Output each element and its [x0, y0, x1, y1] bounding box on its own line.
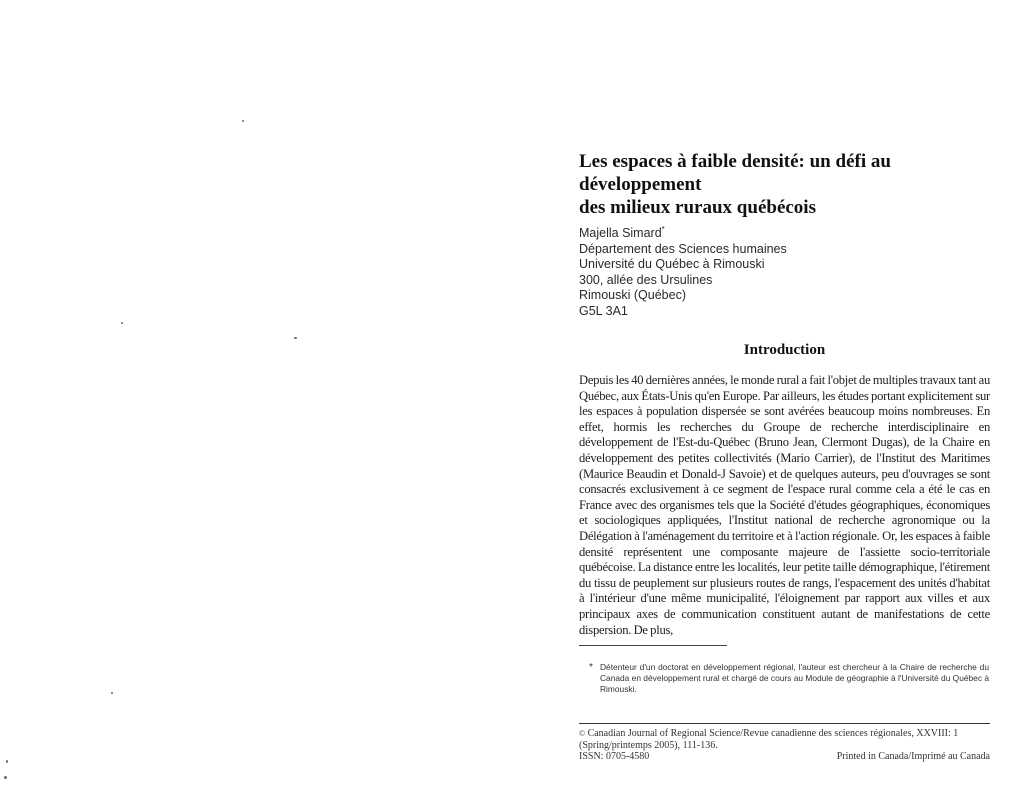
footnote-separator	[579, 645, 727, 646]
author-name: Majella Simard	[579, 226, 662, 241]
article-title-line: Les espaces à faible densité: un défi au développement	[579, 151, 891, 195]
journal-citation-line	[579, 728, 990, 751]
journal-separator	[579, 723, 990, 724]
author-address-line: G5L 3A1	[579, 303, 628, 318]
scan-speck	[4, 776, 7, 779]
scan-speck	[6, 760, 8, 763]
journal-printed: Printed in Canada/Imprimé au Canada	[836, 751, 990, 762]
author-address-line: Université du Québec à Rimouski	[579, 257, 765, 272]
author-address-line: Rimouski (Québec)	[579, 288, 686, 303]
scan-speck	[111, 692, 113, 694]
author-address-line: Département des Sciences humaines	[579, 241, 787, 256]
footnote-marker: *	[589, 662, 593, 673]
journal-citation-block	[579, 728, 990, 763]
section-heading: Introduction	[743, 342, 826, 358]
author-block	[579, 222, 879, 319]
journal-footer-row	[579, 751, 990, 763]
author-address-line: 300, allée des Ursulines	[579, 272, 713, 287]
scan-speck	[294, 337, 297, 339]
author-name-line	[579, 222, 879, 242]
scan-speck	[242, 120, 244, 122]
author-footnote-marker: *	[661, 225, 665, 234]
body-paragraph: Depuis les 40 dernières années, le monde rural a fait l'objet de multiples travaux tant au Québec, aux États-Unis qu'en Europe. Par ailleurs, les études portant explicitement sur les espaces à population dispersée se sont avérées beaucoup moins nombreuses. En effet, hormis les recherches du Groupe de recherche interdisciplinaire en développement de l'Est-du-Québec (Bruno Jean, Clermont Dugas), de la Chaire en développement des petites collectivités (Mario Carrier), de l'Institut des Maritimes (Maurice Beaudin et Donald-J Savoie) et de quelques auteurs, peu d'ouvrages se sont consacrés exclusivement à ce segment de l'espace rural comme cela a été le cas en France avec des organismes tels que la Société d'études géographiques, économiques et sociologiques appliquées, l'Institut national de recherche agronomique ou la Délégation à l'aménagement du territoire et à l'action régionale. Or, les espaces à faible densité représentent une composante majeure de l'assiette socio-territoriale québécoise. La distance entre les localités, leur petite taille démographique, l'étirement du tissu de peuplement sur plusieurs routes de rangs, l'espacement des unités d'habitat à l'intérieur d'une même municipalité, l'éloignement par rapport aux villes et aux principaux axes de communication constituent autant de manifestations de cette dispersion. De plus,	[579, 373, 990, 637]
journal-issn: ISSN: 0705-4580	[579, 751, 650, 762]
article-title-line: des milieux ruraux québécois	[579, 197, 816, 218]
scan-speck	[121, 322, 123, 324]
article-title	[579, 150, 999, 219]
copyright-symbol: ©	[579, 729, 586, 738]
journal-citation: Canadian Journal of Regional Science/Revue canadienne des sciences régionales, XXVIII: 1 (Spring/printemps 2005), 111-136.	[579, 728, 959, 751]
footnote-text: Détenteur d'un doctorat en développement régional, l'auteur est chercheur à la Chaire de recherche du Canada en développement rural et chargé de cours au Module de géographie à l'Université du Québec à Rimouski.	[600, 662, 989, 694]
footnote	[589, 662, 989, 695]
